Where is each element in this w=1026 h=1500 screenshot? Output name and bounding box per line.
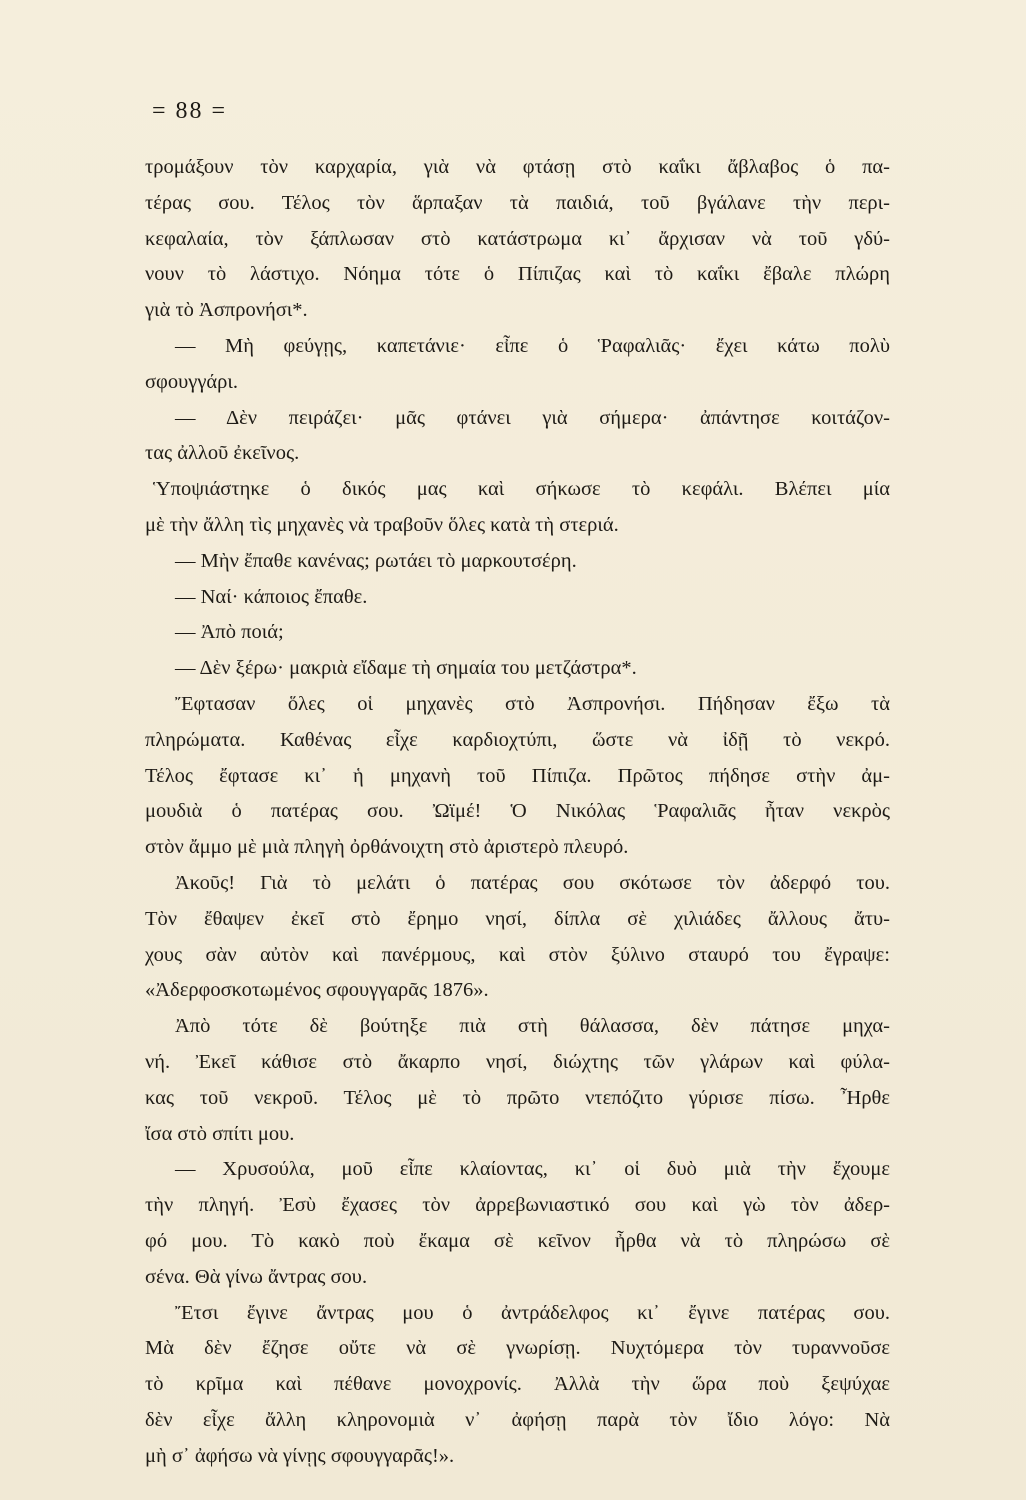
text-line: κεφαλαία, τὸν ξάπλωσαν στὸ κατάστρωμα κι᾿ ἄρχισαν νὰ τοῦ γδύ- (145, 227, 890, 250)
text-line: Τέλος ἔφτασε κι᾿ ἡ μηχανὴ τοῦ Πίπιζα. Πρῶτος πήδησε στὴν ἀμ- (145, 764, 890, 787)
text-line: — Μὴ φεύγῃς, καπετάνιε· εἶπε ὁ Ῥαφαλιᾶς· ἔχει κάτω πολὺ (175, 334, 890, 357)
text-line: Ἀκοῦς! Γιὰ τὸ μελάτι ὁ πατέρας σου σκότωσε τὸν ἀδερφό του. (175, 871, 890, 894)
text-line: Μὰ δὲν ἔζησε οὔτε νὰ σὲ γνωρίσῃ. Νυχτόμερα τὸν τυραννοῦσε (145, 1337, 890, 1360)
text-line: σένα. Θὰ γίνω ἄντρας σου. (145, 1265, 368, 1288)
text-line: στὸν ἄμμο μὲ μιὰ πληγὴ ὀρθάνοιχτη στὸ ἀριστερὸ πλευρό. (145, 836, 629, 859)
text-line: τας ἀλλοῦ ἐκεῖνος. (145, 442, 300, 465)
body-text (145, 150, 890, 1474)
text-line: τὸ κρῖμα καὶ πέθανε μονοχρονίς. Ἀλλὰ τὴν ὥρα ποὺ ξεψύχαε (145, 1373, 890, 1396)
text-line: Ἔφτασαν ὅλες οἱ μηχανὲς στὸ Ἀσπρονήσι. Πήδησαν ἔξω τὰ (175, 692, 890, 715)
text-line: — Δὲν ξέρω· μακριὰ εἴδαμε τὴ σημαία του μετζάστρα*. (175, 657, 637, 680)
page-number: = 88 = (152, 98, 228, 124)
text-line: μὲ τὴν ἄλλη τὶς μηχανὲς νὰ τραβοῦν ὅλες κατὰ τὴ στεριά. (145, 513, 619, 536)
text-line: «Ἀδερφοσκοτωμένος σφουγγαρᾶς 1876». (145, 979, 489, 1002)
text-line: τὴν πληγή. Ἐσὺ ἔχασες τὸν ἀρρεβωνιαστικό σου καὶ γὼ τὸν ἀδερ- (145, 1194, 890, 1217)
text-line: σφουγγάρι. (145, 370, 239, 393)
text-line: ἴσα στὸ σπίτι μου. (145, 1122, 295, 1145)
text-line: Ὑποψιάστηκε ὁ δικός μας καὶ σήκωσε τὸ κεφάλι. Βλέπει μία (153, 478, 890, 501)
text-line: μουδιὰ ὁ πατέρας σου. Ὠϊμέ! Ὁ Νικόλας Ῥαφαλιᾶς ἦταν νεκρὸς (145, 800, 890, 823)
text-line: Τὸν ἔθαψεν ἐκεῖ στὸ ἔρημο νησί, δίπλα σὲ χιλιάδες ἄλλους ἄτυ- (145, 907, 890, 930)
text-line: μὴ σ᾿ ἀφήσω νὰ γίνῃς σφουγγαρᾶς!». (145, 1444, 455, 1467)
text-line: — Ἀπὸ ποιά; (175, 621, 284, 644)
text-line: τρομάξουν τὸν καρχαρία, γιὰ νὰ φτάσῃ στὸ καΐκι ἄβλαβος ὁ πα- (145, 156, 890, 178)
text-line: νή. Ἐκεῖ κάθισε στὸ ἄκαρπο νησί, διώχτης τῶν γλάρων καὶ φύλα- (145, 1050, 890, 1073)
text-line: Ἀπὸ τότε δὲ βούτηξε πιὰ στὴ θάλασσα, δὲν πάτησε μηχα- (175, 1015, 890, 1038)
text-line: — Χρυσούλα, μοῦ εἶπε κλαίοντας, κι᾿ οἱ δυὸ μιὰ τὴν ἔχουμε (175, 1158, 890, 1181)
text-line: — Ναί· κάποιος ἔπαθε. (175, 585, 368, 608)
text-line: πληρώματα. Καθένας εἶχε καρδιοχτύπι, ὥστε νὰ ἰδῇ τὸ νεκρό. (145, 728, 890, 751)
text-line: νουν τὸ λάστιχο. Νόημα τότε ὁ Πίπιζας καὶ τὸ καΐκι ἔβαλε πλώρη (145, 263, 890, 286)
text-line: δὲν εἶχε ἄλλη κληρονομιὰ ν᾿ ἀφήσῃ παρὰ τὸν ἴδιο λόγο: Νὰ (145, 1408, 890, 1431)
text-line: χους σὰν αὐτὸν καὶ πανέρμους, καὶ στὸν ξύλινο σταυρό του ἔγραψε: (145, 943, 890, 966)
text-line: γιὰ τὸ Ἀσπρονήσι*. (145, 299, 308, 322)
text-line: — Μὴν ἔπαθε κανένας; ρωτάει τὸ μαρκουτσέρη. (175, 549, 577, 572)
text-line: — Δὲν πειράζει· μᾶς φτάνει γιὰ σήμερα· ἀπάντησε κοιτάζον- (175, 406, 890, 429)
text-line: Ἔτσι ἔγινε ἄντρας μου ὁ ἀντράδελφος κι᾿ ἔγινε πατέρας σου. (175, 1301, 890, 1324)
text-line: κας τοῦ νεκροῦ. Τέλος μὲ τὸ πρῶτο ντεπόζιτο γύρισε πίσω. Ἦρθε (145, 1086, 890, 1109)
text-line: τέρας σου. Τέλος τὸν ἅρπαξαν τὰ παιδιά, τοῦ βγάλανε τὴν περι- (145, 191, 890, 214)
text-line: φό μου. Τὸ κακὸ ποὺ ἔκαμα σὲ κεῖνον ἦρθα νὰ τὸ πληρώσω σὲ (145, 1229, 890, 1252)
